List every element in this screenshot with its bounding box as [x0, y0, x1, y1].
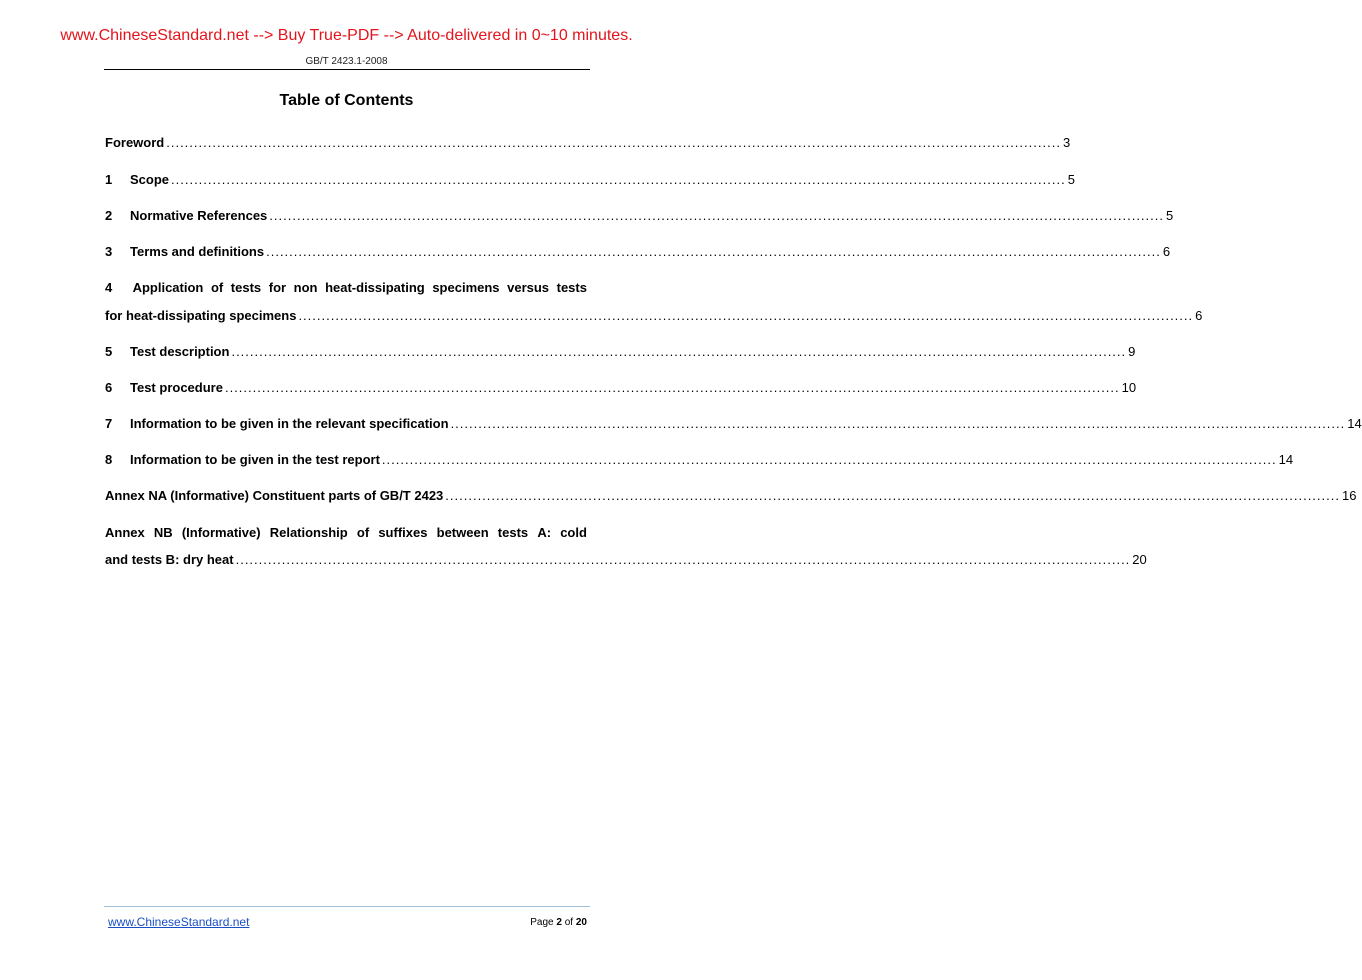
- toc-word: heat-dissipating: [325, 280, 425, 295]
- toc-word: for: [268, 280, 287, 295]
- toc-word: A:: [537, 525, 552, 540]
- footer-divider: [104, 906, 590, 907]
- toc-page: 6: [1162, 244, 1171, 259]
- toc-leader: ..................................................................................................................................................................................................: [231, 344, 1127, 359]
- toc-page: 10: [1121, 380, 1137, 395]
- toc-word: NB: [153, 525, 173, 540]
- toc-leader: ..................................................................................................................................................................................................: [445, 488, 1340, 503]
- page-prefix: Page: [530, 917, 557, 928]
- toc-word: Application: [132, 280, 204, 295]
- toc-word: versus: [507, 280, 550, 295]
- page-total: 20: [575, 917, 587, 928]
- page-current: 2: [556, 917, 562, 928]
- toc-label: Information to be given in the relevant specification: [130, 416, 449, 431]
- toc-page: 14: [1347, 416, 1362, 431]
- toc-entry-info-specification[interactable]: [105, 415, 1362, 433]
- toc-word: Annex: [105, 525, 145, 540]
- toc-label: and tests B: dry heat: [105, 552, 234, 567]
- toc-label: Foreword: [105, 135, 165, 150]
- toc-number: 6: [105, 380, 113, 395]
- toc-number: 4: [105, 280, 113, 295]
- toc-word: specimens: [432, 280, 500, 295]
- toc-entry-info-test-report[interactable]: [105, 451, 1294, 469]
- toc-word: of: [356, 525, 370, 540]
- toc-number: 1: [105, 172, 113, 187]
- toc-label: Test description: [130, 344, 230, 359]
- toc-word: (Informative): [181, 525, 261, 540]
- toc-label: Terms and definitions: [130, 244, 265, 259]
- toc-leader: ..................................................................................................................................................................................................: [235, 552, 1131, 567]
- toc-word: of: [210, 280, 224, 295]
- toc-page: 5: [1166, 208, 1174, 223]
- toc-leader: ..................................................................................................................................................................................................: [224, 380, 1120, 395]
- toc-entry-test-description[interactable]: [105, 343, 1136, 361]
- toc-leader: ..................................................................................................................................................................................................: [171, 172, 1066, 187]
- toc-page: 16: [1341, 488, 1357, 503]
- toc-entry-application-line1[interactable]: [105, 279, 587, 297]
- page-indicator: [530, 917, 587, 928]
- toc-label: Normative References: [130, 208, 268, 223]
- toc-page: 20: [1132, 552, 1147, 567]
- toc-word: tests: [556, 280, 587, 295]
- toc-label: Information to be given in the test report: [130, 452, 380, 467]
- toc-label: Scope: [130, 172, 170, 187]
- footer-website-link[interactable]: www.ChineseStandard.net: [108, 915, 250, 929]
- toc-entry-terms-and-definitions[interactable]: [105, 243, 1171, 261]
- toc-page: 6: [1195, 308, 1203, 323]
- toc-number: 5: [105, 344, 113, 359]
- toc-page: 9: [1128, 344, 1136, 359]
- header-divider: [104, 69, 590, 70]
- document-code: GB/T 2423.1-2008: [305, 56, 388, 67]
- toc-page: 3: [1062, 135, 1071, 150]
- promo-banner[interactable]: www.ChineseStandard.net --> Buy True-PDF --> Auto-delivered in 0~10 minutes.: [60, 27, 633, 44]
- toc-word: tests: [230, 280, 262, 295]
- toc-word: cold: [560, 525, 587, 540]
- toc-label: for heat-dissipating specimens: [105, 308, 297, 323]
- toc-label: Test procedure: [130, 380, 223, 395]
- toc-word: between: [436, 525, 489, 540]
- toc-leader: ..................................................................................................................................................................................................: [266, 244, 1161, 259]
- toc-leader: ..................................................................................................................................................................................................: [450, 416, 1346, 431]
- toc-entry-normative-references[interactable]: [105, 207, 1174, 225]
- toc-leader: ..................................................................................................................................................................................................: [298, 308, 1194, 323]
- toc-leader: ..................................................................................................................................................................................................: [381, 452, 1277, 467]
- toc-entry-annex-na[interactable]: [105, 487, 1357, 505]
- toc-number: 2: [105, 208, 113, 223]
- page-mid: of: [561, 917, 576, 928]
- toc-page: 14: [1278, 452, 1294, 467]
- toc-entry-scope[interactable]: [105, 171, 1075, 189]
- toc-number: 3: [105, 244, 113, 259]
- toc-word: Relationship: [269, 525, 348, 540]
- toc-title: Table of Contents: [279, 92, 414, 109]
- toc-entry-test-procedure[interactable]: [105, 379, 1137, 397]
- toc-word: suffixes: [378, 525, 428, 540]
- toc-label: Annex NA (Informative) Constituent parts of GB/T 2423: [105, 488, 444, 503]
- toc-word: non: [293, 280, 318, 295]
- toc-entry-annex-nb-line2[interactable]: [105, 551, 1147, 569]
- toc-number: 7: [105, 416, 113, 431]
- toc-entry-application-line2[interactable]: [105, 307, 1203, 325]
- toc-page: 5: [1067, 172, 1075, 187]
- toc-word: tests: [497, 525, 529, 540]
- toc-entry-annex-nb-line1[interactable]: [105, 524, 587, 542]
- toc-entry-foreword[interactable]: [105, 134, 1071, 152]
- toc-leader: ..................................................................................................................................................................................................: [166, 135, 1061, 150]
- toc-number: 8: [105, 452, 113, 467]
- toc-leader: ..................................................................................................................................................................................................: [269, 208, 1164, 223]
